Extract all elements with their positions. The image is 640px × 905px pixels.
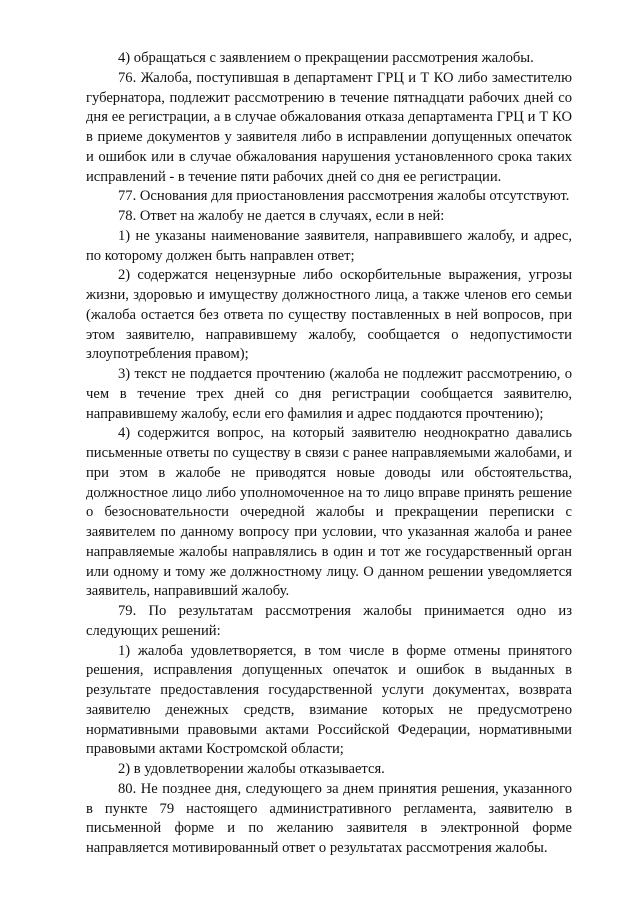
paragraph-80: 80. Не позднее дня, следующего за днем принятия решения, указанного в пункте 79 настоящего административного регламента, заявителю в письменной форме и по желанию заявителя в электронной форме направляется мотивированный ответ о результатах рассмотрения жалобы.: [86, 780, 572, 856]
paragraph-78-item-2: 2) содержатся нецензурные либо оскорбительные выражения, угрозы жизни, здоровью и имуществу должностного лица, а также членов его семьи (жалоба остается без ответа по существу поставленных в ней вопросов, при этом заявителю, направившему жалобу, сообщается о недопустимости злоупотребления правом);: [86, 267, 572, 363]
document-page: [86, 49, 572, 859]
paragraph-79-item-1: 1) жалоба удовлетворяется, в том числе в форме отмены принятого решения, исправления допущенных опечаток и ошибок в выданных в результате предоставления государственной услуги документах, возврата заявителю денежных средств, взимание которых не предусмотрено нормативными правовыми актами Российской Федерации, нормативными правовыми актами Костромской области;: [86, 642, 572, 758]
paragraph-78-item-4: 4) содержится вопрос, на который заявителю неоднократно давались письменные ответы по существу в связи с ранее направляемыми жалобами, и при этом в жалобе не приводятся новые доводы или обстоятельства, должностное лицо либо уполномоченное на то лицо вправе принять решение о безосновательности очередной жалобы и прекращении переписки с заявителем по данному вопросу при условии, что указанная жалоба и ранее направляемые жалобы направлялись в один и тот же государственный орган или одному и тому же должностному лицу. О данном решении уведомляется заявитель, направивший жалобу.: [86, 425, 572, 600]
paragraph-78-item-3: 3) текст не поддается прочтению (жалоба не подлежит рассмотрению, о чем в течение трех дней со дня регистрации сообщается заявителю, направившему жалобу, если его фамилия и адрес поддаются прочтению);: [86, 366, 572, 422]
paragraph-79: 79. По результатам рассмотрения жалобы принимается одно из следующих решений:: [86, 603, 572, 639]
paragraph-77: 77. Основания для приостановления рассмотрения жалобы отсутствуют.: [118, 188, 570, 205]
paragraph-78: 78. Ответ на жалобу не дается в случаях, если в ней:: [118, 208, 445, 224]
paragraph-78-item-1: 1) не указаны наименование заявителя, направившего жалобу, и адрес, по которому должен быть направлен ответ;: [86, 227, 572, 264]
paragraph-79-item-2: 2) в удовлетворении жалобы отказывается.: [118, 761, 385, 777]
paragraph-clause-4-withdraw: 4) обращаться с заявлением о прекращении рассмотрения жалобы.: [118, 50, 534, 66]
paragraph-76: 76. Жалоба, поступившая в департамент ГРЦ и Т КО либо заместителю губернатора, подлежит рассмотрению в течение пятнадцати рабочих дней со дня ее регистрации, а в случае обжалования отказа департамента ГРЦ и Т КО в приеме документов у заявителя либо в исправлении допущенных опечаток и ошибок или в случае обжалования нарушения установленного срока таких исправлений - в течение пяти рабочих дней со дня ее регистрации.: [86, 69, 572, 185]
